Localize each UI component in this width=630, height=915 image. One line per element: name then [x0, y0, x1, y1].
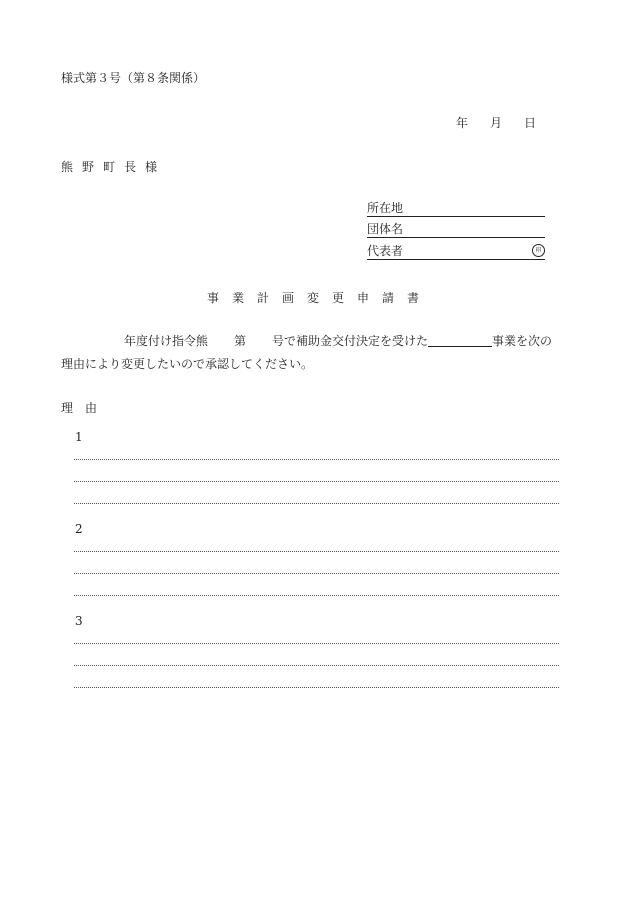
- reason-number-3: 3: [75, 614, 83, 628]
- applicant-address-row: [367, 200, 545, 217]
- form-number: 様式第３号（第８条関係）: [61, 71, 206, 85]
- number-prefix: 第: [234, 334, 247, 348]
- applicant-representative-row: [367, 243, 545, 260]
- number-suffix: 号で補助金交付決定を受けた: [272, 334, 429, 348]
- addressee: 熊野町長様: [61, 160, 167, 174]
- reason-1-line-1: [74, 459, 559, 460]
- document-title: 事業計画変更申請書: [207, 291, 433, 305]
- address-label: 所在地: [367, 201, 404, 215]
- body-text-line-2: 理由により変更したいので承認してください。: [61, 357, 314, 371]
- date-line: [456, 114, 536, 131]
- reason-2-line-3: [74, 595, 559, 596]
- date-year: 年: [456, 116, 469, 130]
- seal-icon: 印: [532, 244, 545, 257]
- reason-3-line-3: [74, 687, 559, 688]
- representative-label: 代表者: [367, 244, 404, 258]
- reason-3-line-1: [74, 643, 559, 644]
- reason-3-line-2: [74, 665, 559, 666]
- reason-1-line-2: [74, 481, 559, 482]
- date-day: 日: [524, 116, 537, 130]
- reason-2-line-2: [74, 573, 559, 574]
- reason-1-line-3: [74, 503, 559, 504]
- project-suffix: 事業を次の: [492, 334, 553, 348]
- fiscal-year-text: 年度付け指令熊: [124, 334, 209, 348]
- reason-heading: 理由: [61, 401, 110, 415]
- body-text-line-1: [124, 332, 552, 349]
- applicant-organization-row: [367, 221, 545, 238]
- organization-label: 団体名: [367, 222, 404, 236]
- reason-number-1: 1: [75, 430, 83, 444]
- project-name-blank: [428, 333, 492, 347]
- reason-number-2: 2: [75, 522, 83, 536]
- date-month: 月: [490, 116, 503, 130]
- reason-2-line-1: [74, 551, 559, 552]
